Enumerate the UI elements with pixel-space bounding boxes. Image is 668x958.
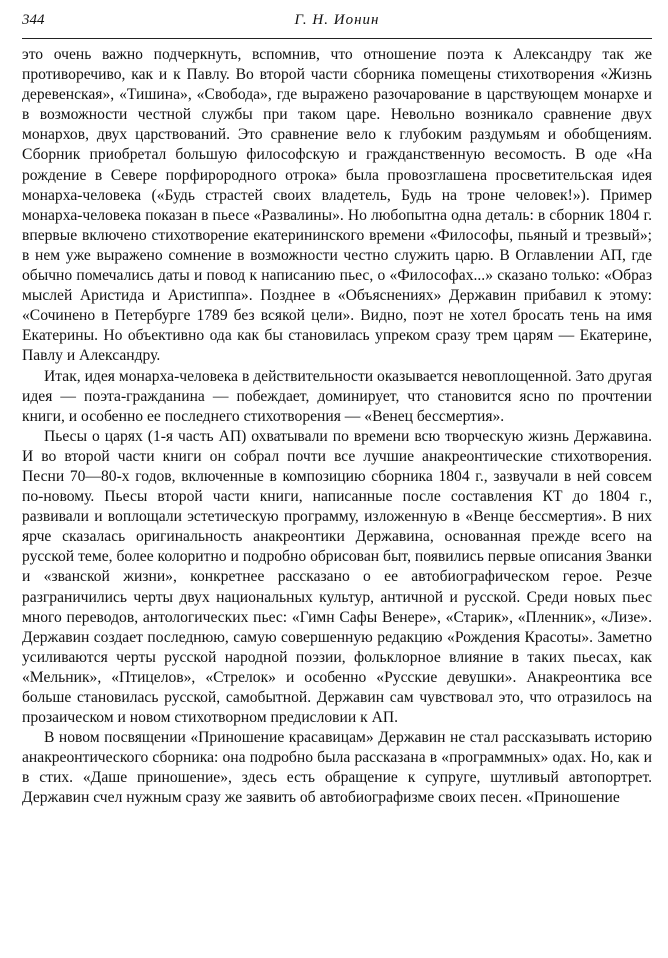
page-header <box>22 8 652 39</box>
paragraph: Итак, идея монарха-человека в действительности оказывается невоплощенной. Зато другая идея — поэта-гражданина — побеждает, доминирует, что становится ясно по прочтении книги, и особенно ее последнего стихотворения — «Венец бессмертия». <box>22 367 652 425</box>
page <box>22 8 652 948</box>
paragraph: Пьесы о царях (1-я часть АП) охватывали по времени всю творческую жизнь Державина. И во второй части книги он собрал почти все лучшие анакреонтические стихотворения. Песни 70—80-х годов, включенные в композицию сборника 1804 г., зазвучали в ней совсем по-новому. Пьесы второй части книги, написанные после составления КТ до 1804 г., развивали и воплощали эстетическую программу, изложенную в «Венце бессмертия». В них ярче сказалась оригинальность анакреонтики Державина, основанная прежде всего на русской теме, более колоритно и подробно обрисован быт, появились первые описания Званки и «званской жизни», конкретнее рассказано о ее автобиографическом герое. Резче разграничились черты двух национальных культур, античной и русской. Среди новых пьес много переводов, антологических пьес: «Гимн Сафы Венере», «Старик», «Пленник», «Лизе». Державин создает последнюю, самую совершенную редакцию «Рождения Красоты». Заметно усиливаются черты русской народной поэзии, фольклорное влияние в таких пьесах, как «Мельник», «Птицелов», «Стрелок» и особенно «Русские девушки». Анакреонтика все больше становилась русской, самобытной. Державин сам чувствовал это, что отразилось на прозаическом и новом стихотворном предисловии к АП. <box>22 427 652 727</box>
paragraph: В новом посвящении «Приношение красавицам» Державин не стал рассказывать историю анакреонтического сборника: она подробно была рассказана в «программных» одах. Но, как и в стих. «Даше приношение», здесь есть обращение к супруге, шутливый автопортрет. Державин счел нужным сразу же заявить об автобиографизме своих песен. «Приношение <box>22 729 652 807</box>
running-head: Г. Н. Ионин <box>294 12 380 28</box>
paragraph: это очень важно подчеркнуть, вспомнив, что отношение поэта к Александру так же противоречиво, как и к Павлу. Во второй части сборника помещены стихотворения «Жизнь деревенская», «Тишина», «Свобода», где выражено разочарование в царствующем монархе и в возможности честной службы при таком царе. Невольно возникало сравнение двух монархов, двух царствований. Это сравнение вело к глубоким раздумьям и обобщениям. Сборник приобретал большую философскую и гражданственную весомость. В оде «На рождение в Севере порфирородного отрока» была провозглашена просветительская идея монарха-человека («Будь страстей своих владетель, Будь на троне человек!»). Пример монарха-человека показан в пьесе «Развалины». Но любопытна одна деталь: в сборник 1804 г. впервые включено стихотворение екатерининского времени «Философы, пьяный и трезвый»; в нем уже выражено сомнение в возможности честно служить царю. В Оглавлении АП, где обычно помечались даты и повод к написанию пьес, о «Философах...» сказано только: «Образ мыслей Аристида и Аристиппа». Позднее в «Объяснениях» Державин прибавил к этому: «Сочинено в Петербурге 1789 без всякой цели». Видно, поэт не хотел бросать тень на имя Екатерины. Но объективно ода как бы становилась упреком сразу трем царям — Екатерине, Павлу и Александру. <box>22 46 652 365</box>
page-number: 344 <box>22 12 45 28</box>
body-text <box>22 45 652 809</box>
